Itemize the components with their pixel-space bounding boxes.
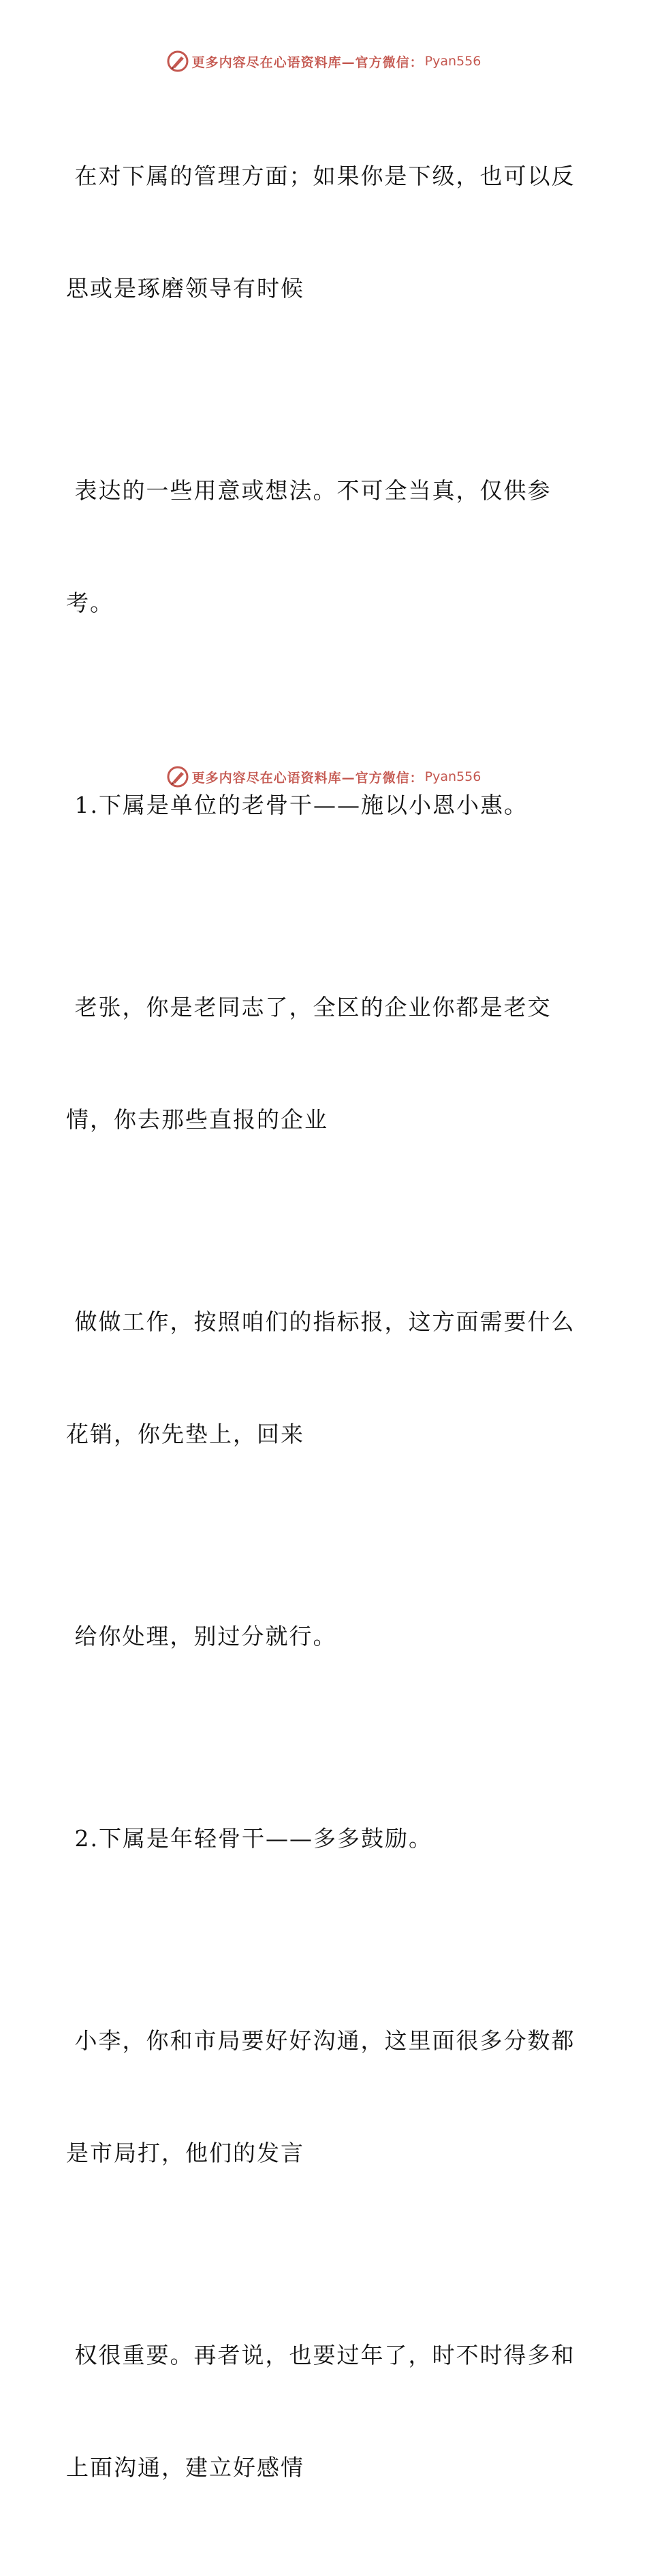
paragraph bbox=[66, 914, 570, 1213]
watermark-text: 更多内容尽在心语资料库—官方微信： bbox=[191, 770, 424, 786]
document-body bbox=[66, 82, 575, 2576]
paragraph bbox=[66, 1745, 570, 1932]
text-line: 老张，你是老同志了，全区的企业你都是老交 bbox=[66, 994, 552, 1020]
paragraph bbox=[66, 711, 570, 899]
paragraph bbox=[66, 1228, 575, 1528]
paragraph bbox=[66, 82, 575, 382]
watermark-text: 更多内容尽在心语资料库—官方微信： bbox=[191, 54, 424, 70]
text-line: 2.下属是年轻骨干——多多鼓励。 bbox=[66, 1825, 432, 1852]
text-line: 给你处理，别过分就行。 bbox=[66, 1623, 337, 1649]
text-line: 情，你去那些直报的企业 bbox=[66, 1106, 328, 1133]
text-line: 思或是琢磨领导有时候 bbox=[66, 275, 304, 302]
text-line: 考。 bbox=[66, 590, 114, 616]
paragraph bbox=[66, 1947, 575, 2247]
paragraph bbox=[66, 397, 570, 696]
paragraph bbox=[66, 1543, 570, 1730]
text-line: 在对下属的管理方面；如果你是下级，也可以反 bbox=[66, 163, 575, 189]
paragraph bbox=[66, 2261, 575, 2561]
pen-logo-icon bbox=[166, 50, 189, 73]
text-line: 花销，你先垫上，回来 bbox=[66, 1421, 304, 1447]
watermark-footer bbox=[0, 763, 647, 790]
text-line: 是市局打，他们的发言 bbox=[66, 2140, 304, 2166]
watermark-header bbox=[0, 48, 647, 75]
text-line: 小李，你和市局要好好沟通，这里面很多分数都 bbox=[66, 2027, 575, 2054]
watermark-wechat-id: Pyan556 bbox=[424, 54, 482, 69]
text-line: 表达的一些用意或想法。不可全当真，仅供参 bbox=[66, 477, 552, 504]
text-line: 1.下属是单位的老骨干——施以小恩小惠。 bbox=[66, 792, 528, 818]
pen-logo-icon bbox=[166, 765, 189, 788]
text-line: 上面沟通，建立好感情 bbox=[66, 2454, 304, 2481]
text-line: 做做工作，按照咱们的指标报，这方面需要什么 bbox=[66, 1308, 575, 1335]
text-line: 权很重要。再者说，也要过年了，时不时得多和 bbox=[66, 2342, 575, 2368]
watermark-wechat-id: Pyan556 bbox=[424, 769, 482, 784]
